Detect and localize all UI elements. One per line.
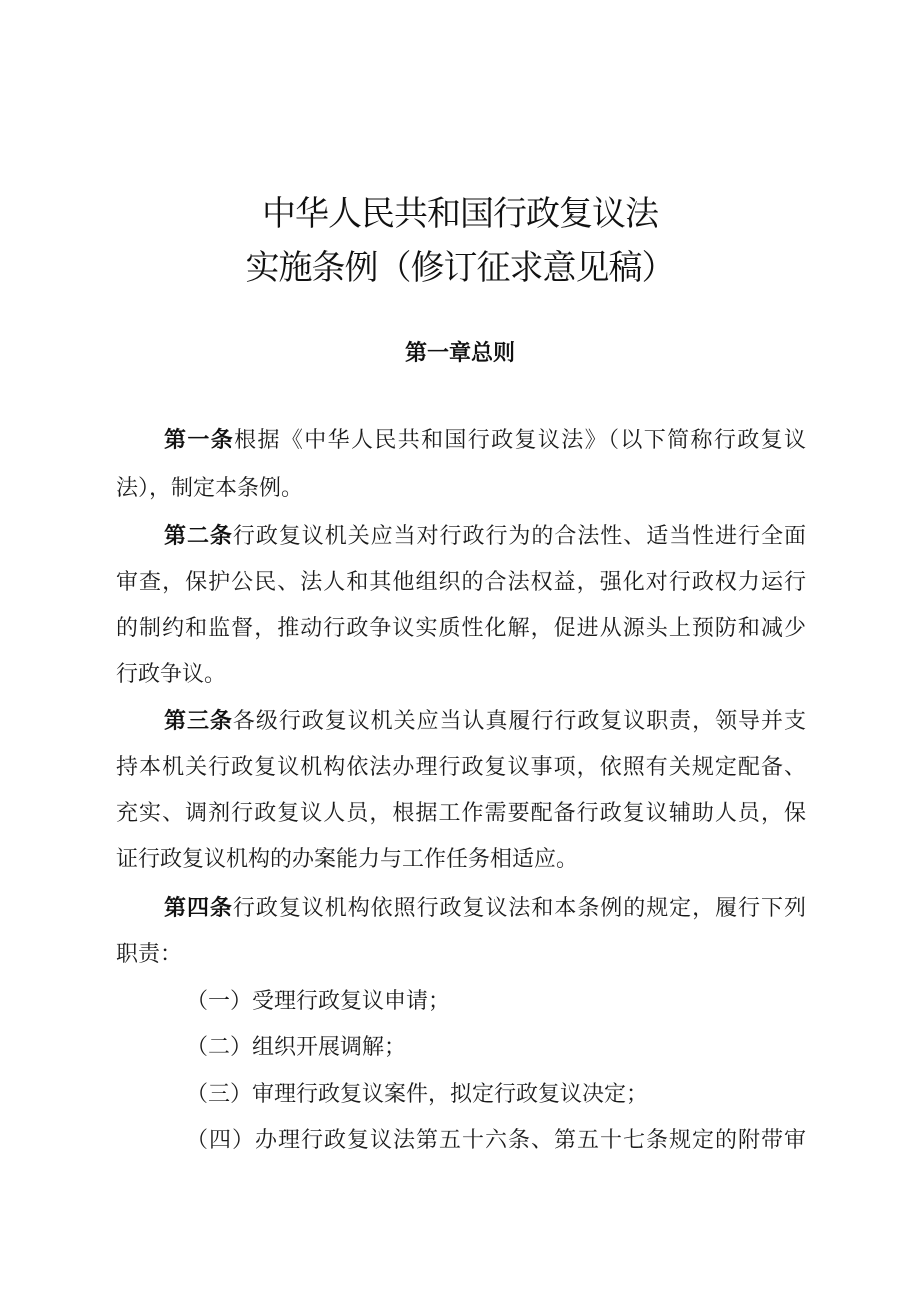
article-1-line-1 xyxy=(164,426,806,456)
article-4-text: 行政复议机构依照行政复议法和本条例的规定，履行下列 xyxy=(232,896,806,921)
article-4-item-2: （二）组织开展调解； xyxy=(186,1035,407,1060)
article-1-label: 第一条 xyxy=(164,428,235,453)
article-4-item-4: （四）办理行政复议法第五十六条、第五十七条规定的附带审 xyxy=(186,1128,806,1153)
document-title-line-1: 中华人民共和国行政复议法 xyxy=(262,194,658,234)
article-4-item-3: （三）审理行政复议案件，拟定行政复议决定； xyxy=(186,1082,649,1107)
article-3-line-2: 持本机关行政复议机构依法办理行政复议事项，依照有关规定配备、 xyxy=(116,755,806,780)
article-3-line-1 xyxy=(164,707,806,737)
article-3-text: 各级行政复议机关应当认真履行行政复议职责，领导并支 xyxy=(232,709,806,734)
article-1-text: 根据《中华人民共和国行政复议法》（以下简称行政复议 xyxy=(234,428,806,453)
article-4-label: 第四条 xyxy=(164,896,233,921)
document-title-line-2: 实施条例（修订征求意见稿） xyxy=(245,248,675,288)
article-4-line-1 xyxy=(164,894,806,924)
chapter-heading: 第一章总则 xyxy=(404,341,515,366)
article-3-line-3: 充实、调剂行政复议人员，根据工作需要配备行政复议辅助人员，保 xyxy=(116,801,806,826)
article-2-line-3: 的制约和监督，推动行政争议实质性化解，促进从源头上预防和减少 xyxy=(116,616,806,641)
article-1-line-2: 法），制定本条例。 xyxy=(116,476,304,501)
article-2-label: 第二条 xyxy=(164,524,233,549)
article-3-line-4: 证行政复议机构的办案能力与工作任务相适应。 xyxy=(116,847,579,872)
article-4-item-1: （一）受理行政复议申请； xyxy=(186,989,451,1014)
article-2-text: 行政复议机关应当对行政行为的合法性、适当性进行全面 xyxy=(232,524,806,549)
article-3-label: 第三条 xyxy=(164,709,233,734)
article-4-line-2: 职责： xyxy=(116,942,183,967)
article-2-line-2: 审查，保护公民、法人和其他组织的合法权益，强化对行政权力运行 xyxy=(116,570,806,595)
article-2-line-4: 行政争议。 xyxy=(116,662,227,687)
article-2-line-1 xyxy=(164,522,806,552)
